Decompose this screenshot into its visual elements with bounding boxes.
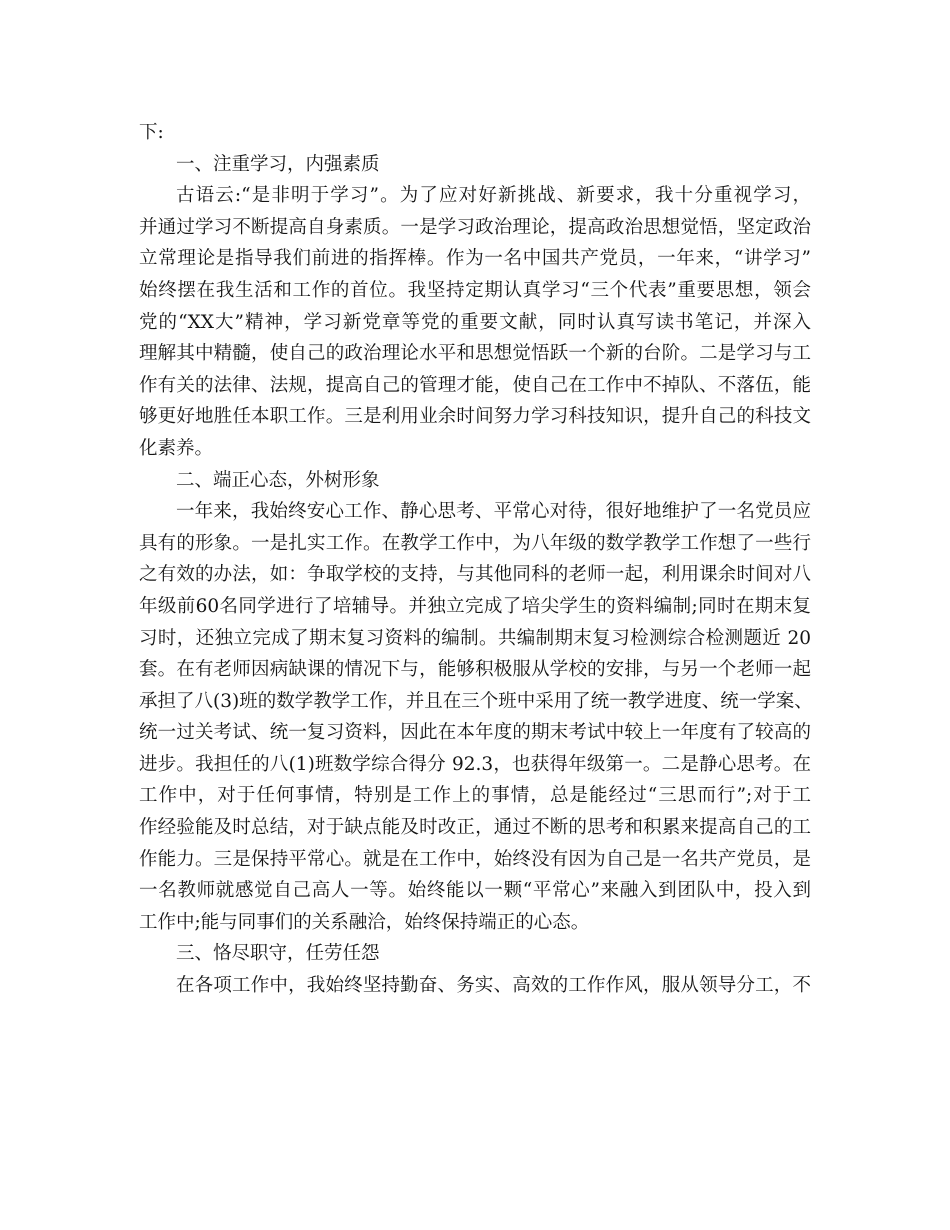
paragraph-line: 作有关的法律、法规，提高自己的管理才能，使自己在工作中不掉队、不落伍，能 — [139, 374, 811, 396]
paragraph-line: 化素养。 — [139, 437, 214, 459]
paragraph-line: 习时，还独立完成了期末复习资料的编制。共编制期末复习检测综合检测题近 20 — [139, 627, 811, 649]
paragraph-line: 理解其中精髓，使自己的政治理论水平和思想觉悟跃一个新的台阶。二是学习与工 — [139, 343, 811, 365]
paragraph-line: 年级前60名同学进行了培辅导。并独立完成了培尖学生的资料编制;同时在期末复 — [139, 595, 811, 617]
paragraph-line: 进步。我担任的八(1)班数学综合得分 92.3，也获得年级第一。二是静心思考。在 — [139, 753, 811, 775]
paragraph-line: 在各项工作中，我始终坚持勤奋、务实、高效的工作作风，服从领导分工，不 — [176, 975, 811, 997]
paragraph-line: 作经验能及时总结，对于缺点能及时改正，通过不断的思考和积累来提高自己的工 — [139, 817, 811, 839]
section-heading-2: 二、端正心态，外树形象 — [176, 469, 380, 491]
paragraph-line: 立常理论是指导我们前进的指挥棒。作为一名中国共产党员，一年来，“讲学习” — [139, 248, 811, 270]
section-heading-1: 一、注重学习，内强素质 — [176, 153, 380, 175]
paragraph-line: 古语云:“是非明于学习”。为了应对好新挑战、新要求，我十分重视学习， — [176, 185, 811, 207]
document-body — [139, 117, 811, 1002]
section-heading-3: 三、恪尽职守，任劳任怨 — [176, 943, 380, 965]
paragraph-line: 之有效的办法，如：争取学校的支持，与其他同科的老师一起，利用课余时间对八 — [139, 564, 811, 586]
paragraph-line: 套。在有老师因病缺课的情况下与，能够积极服从学校的安排，与另一个老师一起 — [139, 659, 811, 681]
paragraph-line: 工作中，对于任何事情，特别是工作上的事情，总是能经过“三思而行”;对于工 — [139, 785, 811, 807]
paragraph-line: 工作中;能与同事们的关系融洽，始终保持端正的心态。 — [139, 911, 590, 933]
paragraph-line: 并通过学习不断提高自身素质。一是学习政治理论，提高政治思想觉悟，坚定政治 — [139, 216, 811, 238]
paragraph-line: 统一过关考试、统一复习资料，因此在本年度的期末考试中较上一年度有了较高的 — [139, 722, 811, 744]
paragraph-line: 作能力。三是保持平常心。就是在工作中，始终没有因为自己是一名共产党员，是 — [139, 848, 811, 870]
paragraph-line: 一年来，我始终安心工作、静心思考、平常心对待，很好地维护了一名党员应 — [176, 501, 811, 523]
text-line: 下: — [139, 122, 164, 143]
paragraph-line: 够更好地胜任本职工作。三是利用业余时间努力学习科技知识，提升自己的科技文 — [139, 406, 811, 428]
paragraph-line: 承担了八(3)班的数学教学工作，并且在三个班中采用了统一教学进度、统一学案、 — [139, 690, 813, 712]
paragraph-line: 党的“XX大”精神，学习新党章等党的重要文献，同时认真写读书笔记，并深入 — [139, 311, 811, 333]
paragraph-line: 一名教师就感觉自己高人一等。始终能以一颗“平常心”来融入到团队中，投入到 — [139, 880, 811, 902]
paragraph-line: 始终摆在我生活和工作的首位。我坚持定期认真学习“三个代表”重要思想，领会 — [139, 279, 811, 301]
paragraph-line: 具有的形象。一是扎实工作。在教学工作中，为八年级的数学教学工作想了一些行 — [139, 532, 811, 554]
